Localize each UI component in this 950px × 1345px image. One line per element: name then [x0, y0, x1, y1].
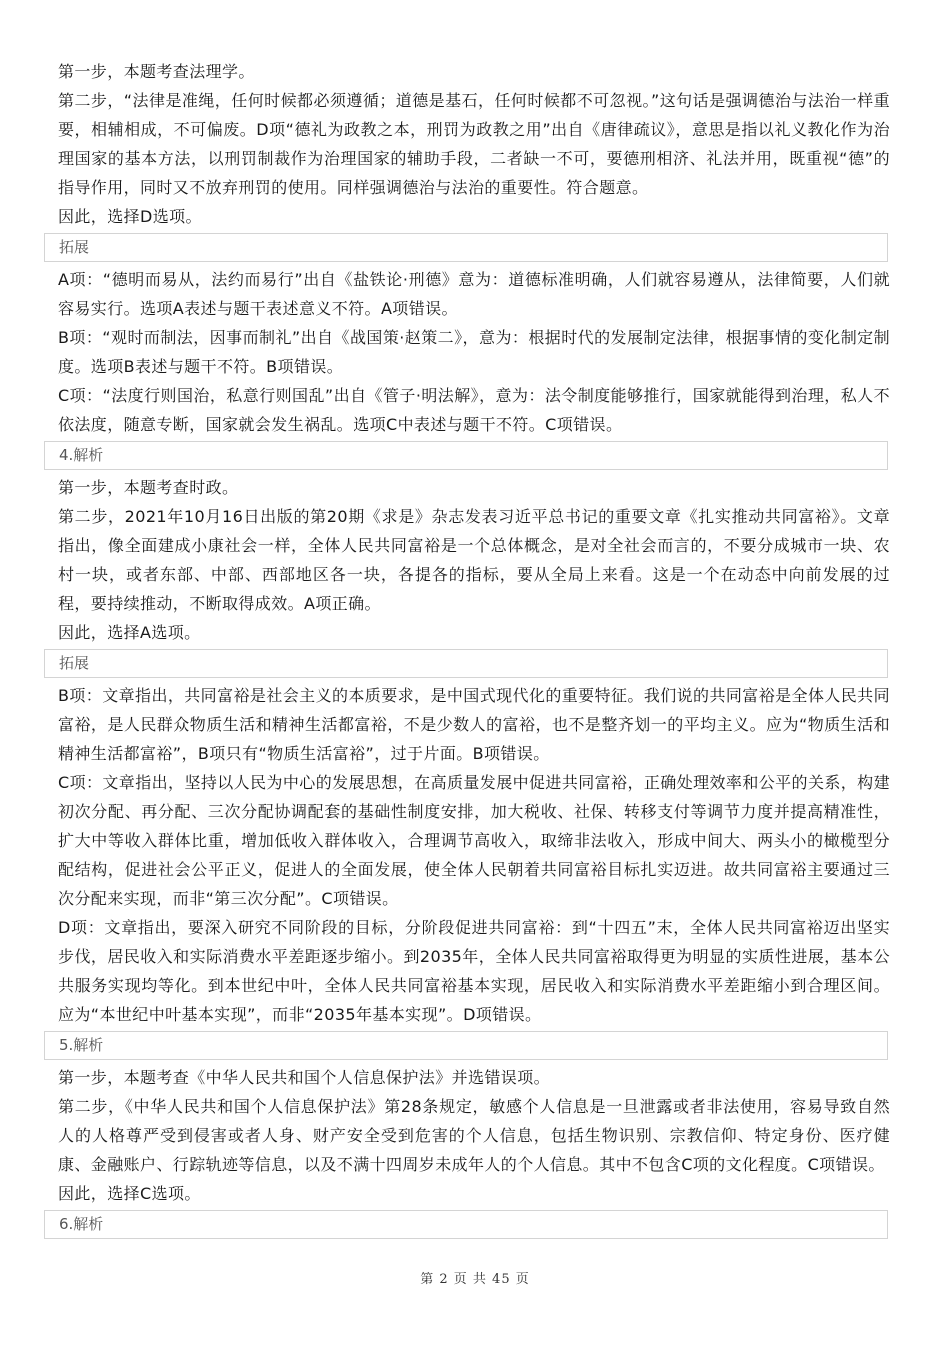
section-header-extension: 拓展: [44, 233, 888, 262]
section-header-extension: 拓展: [44, 649, 888, 678]
section-header-analysis-4: 4.解析: [44, 441, 888, 470]
paragraph: B项：文章指出，共同富裕是社会主义的本质要求，是中国式现代化的重要特征。我们说的共同富裕是全体人民共同富裕，是人民群众物质生活和精神生活都富裕，不是少数人的富裕，也不是整齐划一的平均主义。应为“物质生活和精神生活都富裕”，B项只有“物质生活富裕”，过于片面。B项错误。: [58, 686, 890, 763]
paragraph: A项：“德明而易从，法约而易行”出自《盐铁论·刑德》意为：道德标准明确，人们就容易遵从，法律简要，人们就容易实行。选项A表述与题干表述意义不符。A项错误。: [58, 270, 890, 318]
paragraph: 第二步，“法律是准绳，任何时候都必须遵循；道德是基石，任何时候都不可忽视。”这句话是强调德治与法治一样重要，相辅相成，不可偏废。D项“德礼为政教之本，刑罚为政教之用”出自《唐律疏议》，意思是指以礼义教化作为治理国家的基本方法，以刑罚制裁作为治理国家的辅助手段，二者缺一不可，要德刑相济、礼法并用，既重视“德”的指导作用，同时又不放弃刑罚的使用。同样强调德治与法治的重要性。符合题意。: [58, 91, 890, 197]
paragraph: D项：文章指出，要深入研究不同阶段的目标，分阶段促进共同富裕：到“十四五”末，全体人民共同富裕迈出坚实步伐，居民收入和实际消费水平差距逐步缩小。到2035年，全体人民共同富裕取得更为明显的实质性进展，基本公共服务实现均等化。到本世纪中叶，全体人民共同富裕基本实现，居民收入和实际消费水平差距缩小到合理区间。应为“本世纪中叶基本实现”，而非“2035年基本实现”。D项错误。: [58, 918, 890, 1024]
paragraph: 第一步，本题考查法理学。: [58, 62, 255, 81]
paragraph: 第一步，本题考查《中华人民共和国个人信息保护法》并选错误项。: [58, 1068, 551, 1087]
paragraph: 第一步，本题考查时政。: [58, 478, 239, 497]
paragraph: 第二步，《中华人民共和国个人信息保护法》第28条规定，敏感个人信息是一旦泄露或者非法使用，容易导致自然人的人格尊严受到侵害或者人身、财产安全受到危害的个人信息，包括生物识别、宗教信仰、特定身份、医疗健康、金融账户、行踪轨迹等信息，以及不满十四周岁未成年人的个人信息。其中不包含C项的文化程度。C项错误。: [58, 1097, 890, 1174]
paragraph: B项：“观时而制法，因事而制礼”出自《战国策·赵策二》，意为：根据时代的发展制定法律，根据事情的变化制定制度。选项B表述与题干不符。B项错误。: [58, 328, 890, 376]
section-header-analysis-6: 6.解析: [44, 1210, 888, 1239]
paragraph: 因此，选择D选项。: [58, 207, 202, 226]
paragraph: C项：文章指出，坚持以人民为中心的发展思想，在高质量发展中促进共同富裕，正确处理效率和公平的关系，构建初次分配、再分配、三次分配协调配套的基础性制度安排，加大税收、社保、转移支付等调节力度并提高精准性，扩大中等收入群体比重，增加低收入群体收入，合理调节高收入，取缔非法收入，形成中间大、两头小的橄榄型分配结构，促进社会公平正义，促进人的全面发展，使全体人民朝着共同富裕目标扎实迈进。故共同富裕主要通过三次分配来实现，而非“第三次分配”。C项错误。: [58, 773, 890, 908]
paragraph: 因此，选择A选项。: [58, 623, 201, 642]
section-header-analysis-5: 5.解析: [44, 1031, 888, 1060]
page-number-footer: 第 2 页 共 45 页: [420, 1272, 530, 1287]
paragraph: 第二步，2021年10月16日出版的第20期《求是》杂志发表习近平总书记的重要文章《扎实推动共同富裕》。文章指出，像全面建成小康社会一样，全体人民共同富裕是一个总体概念，是对全社会而言的，不要分成城市一块、农村一块，或者东部、中部、西部地区各一块，各提各的指标，要从全局上来看。这是一个在动态中向前发展的过程，要持续推动，不断取得成效。A项正确。: [58, 507, 890, 613]
paragraph: 因此，选择C选项。: [58, 1184, 201, 1203]
document-body: [58, 57, 890, 1242]
paragraph: C项：“法度行则国治，私意行则国乱”出自《管子·明法解》，意为：法令制度能够推行，国家就能得到治理，私人不依法度，随意专断，国家就会发生祸乱。选项C中表述与题干不符。C项错误。: [58, 386, 890, 434]
